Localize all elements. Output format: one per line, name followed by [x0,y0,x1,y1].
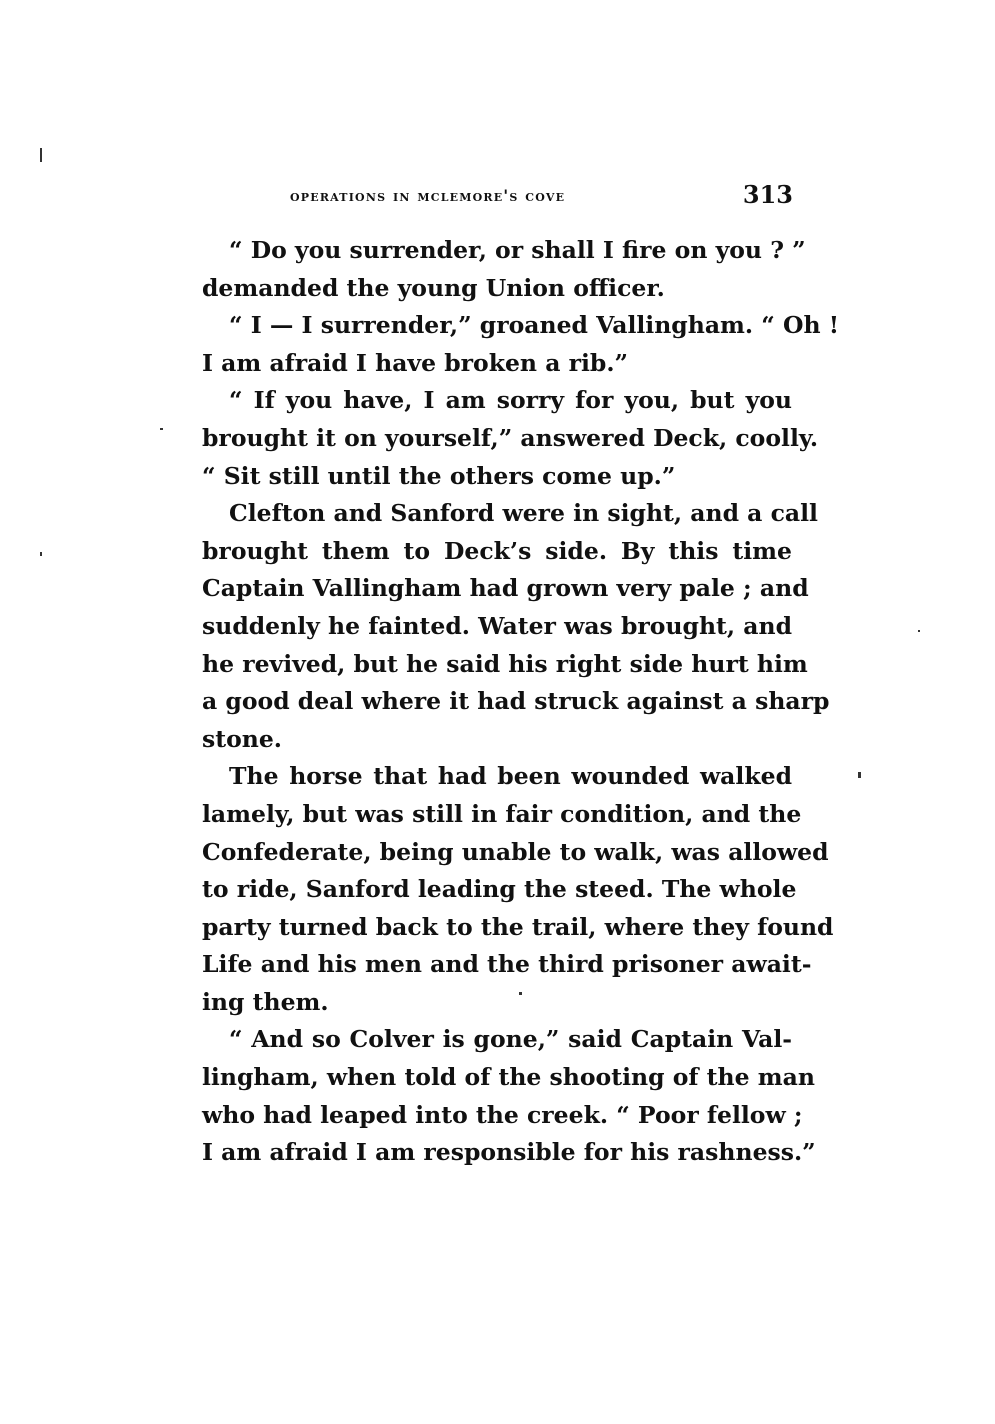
text-line: who had leaped into the creek. “ Poor fellow ; [202,1100,803,1129]
text-line: a good deal where it had struck against a sharp [202,687,830,716]
text-line: demanded the young Union officer. [202,273,665,302]
text-line: lingham, when told of the shooting of the man [202,1063,815,1092]
text-line: “ If you have, I am sorry for you, but you [229,386,792,415]
margin-mark [160,428,163,430]
margin-mark [40,552,42,556]
text-line: brought them to Deck’s side. By this time [202,536,792,565]
text-line: Confederate, being unable to walk, was allowed [202,837,829,866]
page-header [290,180,793,216]
margin-mark [918,630,920,632]
text-line: stone. [202,724,282,753]
text-line: he revived, but he said his right side hurt him [202,649,808,678]
text-line: “ Sit still until the others come up.” [202,461,676,490]
text-line: Life and his men and the third prisoner await- [202,950,812,979]
margin-mark [40,148,42,162]
running-head: operations in mclemore's cove [290,186,566,205]
text-line: to ride, Sanford leading the steed. The whole [202,875,797,904]
text-line: “ I — I surrender,” groaned Vallingham. “ Oh ! [229,311,840,340]
text-line: I am afraid I am responsible for his rashness.” [202,1138,816,1167]
text-line: brought it on yourself,” answered Deck, coolly. [202,423,819,452]
text-line: “ And so Colver is gone,” said Captain Val- [229,1025,792,1054]
text-line: suddenly he fainted. Water was brought, and [202,611,793,640]
text-line: The horse that had been wounded walked [229,762,792,791]
text-line: Clefton and Sanford were in sight, and a call [229,499,818,528]
text-line: “ Do you surrender, or shall I fire on you ? ” [229,236,806,264]
margin-mark [858,772,861,778]
text-line: Captain Vallingham had grown very pale ; and [202,574,809,603]
body-text [202,232,840,1172]
page-number: 313 [742,180,793,209]
text-line: ing them. [202,987,329,1016]
text-line: lamely, but was still in fair condition, and the [202,799,802,828]
text-line: I am afraid I have broken a rib.” [202,348,629,377]
text-line: party turned back to the trail, where they found [202,912,834,941]
